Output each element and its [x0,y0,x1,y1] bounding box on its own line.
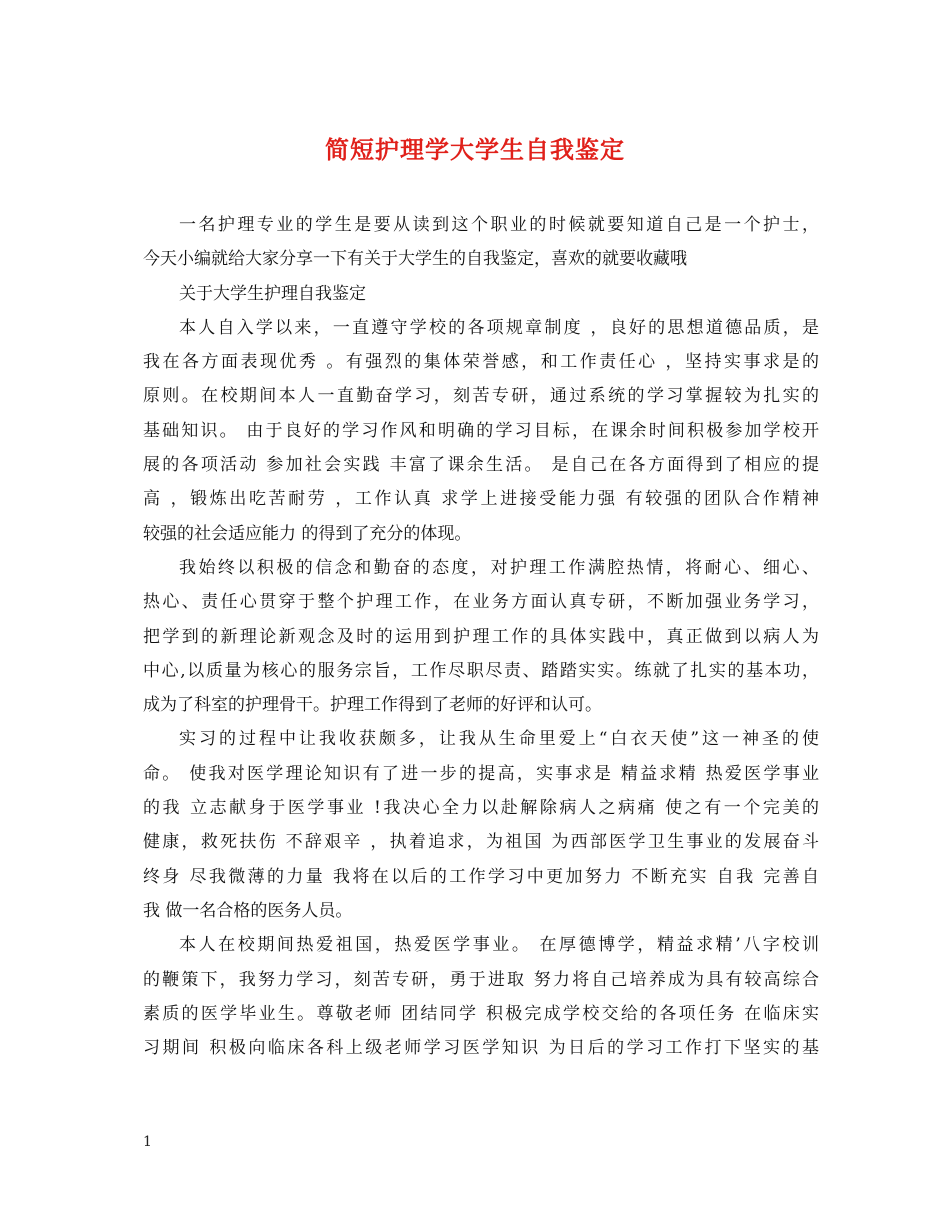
text-line: 本人自入学以来，一直遵守学校的各项规章制度 ，良好的思想道德品质，是 [179,317,819,338]
text-line: 一名护理专业的学生是要从读到这个职业的时候就要知道自己是一个护士， [179,215,819,235]
text-line: 素质的医学毕业生。尊敬老师 团结同学 积极完成学校交给的各项任务 在临床实 [143,1003,819,1024]
text-line: 原则。在校期间本人一直勤奋学习，刻苦专研，通过系统的学习掌握较为扎实的 [143,386,819,407]
text-line: 本人在校期间热爱祖国，热爱医学事业。 在厚德博学，精益求精’八字校训 [179,935,819,956]
text-line: 展的各项活动 参加社会实践 丰富了课余生活。 是自己在各方面得到了相应的提 [143,455,819,476]
text-line: 的鞭策下，我努力学习，刻苦专研，勇于进取 努力将自己培养成为具有较高综合 [143,969,819,990]
text-line: 热心、责任心贯穿于整个护理工作，在业务方面认真专研，不断加强业务学习， [143,592,819,613]
text-line: 中心,以质量为核心的服务宗旨，工作尽职尽责、踏踏实实。练就了扎实的基本功， [143,660,819,681]
text-line: 终身 尽我微薄的力量 我将在以后的工作学习中更加努力 不断充实 自我 完善自 [143,866,819,887]
text-line: 实习的过程中让我收获颇多，让我从生命里爱上“白衣天使”这一神圣的使 [179,729,819,750]
text-line: 我在各方面表现优秀 。有强烈的集体荣誉感，和工作责任心 ，坚持实事求是的 [143,352,819,373]
text-line: 较强的社会适应能力 的得到了充分的体现。 [143,523,472,544]
text-line: 我始终以积极的信念和勤奋的态度，对护理工作满腔热情，将耐心、细心、 [179,557,819,578]
text-line: 的我 立志献身于医学事业 !我决心全力以赴解除病人之病痛 使之有一个完美的 [143,798,819,819]
text-line: 健康，救死扶伤 不辞艰辛 ，执着追求，为祖国 为西部医学卫生事业的发展奋斗 [143,832,819,853]
document-title: 简短护理学大学生自我鉴定 [325,135,625,164]
text-line: 把学到的新理论新观念及时的运用到护理工作的具体实践中，真正做到以病人为 [143,626,819,647]
page-number: 1 [143,1134,152,1150]
text-line: 高 ，锻炼出吃苦耐劳 ，工作认真 求学上进接受能力强 有较强的团队合作精神 [143,489,819,510]
text-line: 今天小编就给大家分享一下有关于大学生的自我鉴定，喜欢的就要收藏哦 [143,249,687,270]
section-heading: 关于大学生护理自我鉴定 [179,283,366,304]
text-line: 基础知识。 由于良好的学习作风和明确的学习目标，在课余时间积极参加学校开 [143,420,819,441]
text-line: 命。 使我对医学理论知识有了进一步的提高，实事求是 精益求精 热爱医学事业 [143,763,819,784]
document-body [143,208,819,1065]
text-line: 我 做一名合格的医务人员。 [143,900,353,921]
text-line: 成为了科室的护理骨干。护理工作得到了老师的好评和认可。 [143,695,602,716]
text-line: 习期间 积极向临床各科上级老师学习医学知识 为日后的学习工作打下坚实的基 [143,1038,819,1059]
